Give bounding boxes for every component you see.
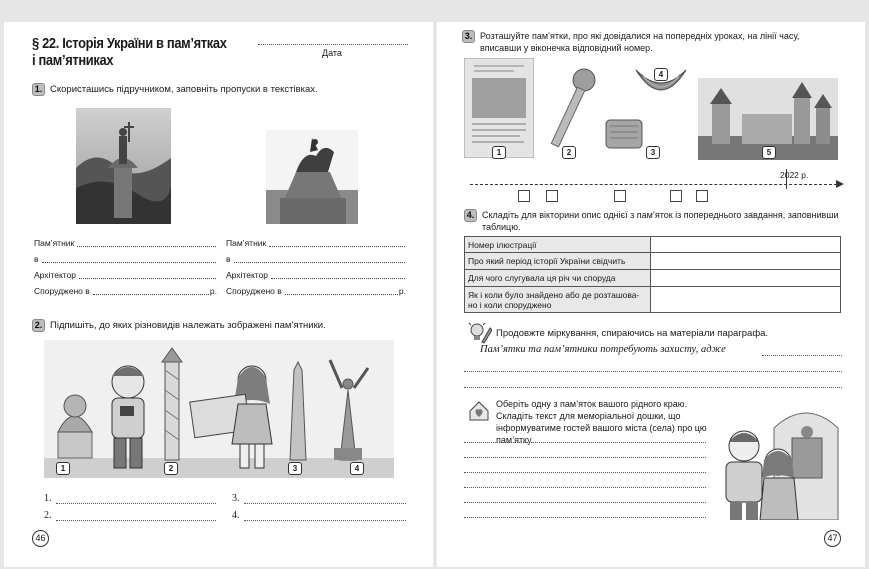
mace-photo (544, 64, 600, 154)
task3-image-number-2: 2 (562, 146, 576, 159)
fill-row-in-a[interactable]: в (34, 254, 217, 265)
answer-line-3[interactable] (244, 503, 406, 504)
book-gutter (433, 22, 437, 567)
timeline-box-4[interactable] (670, 190, 682, 202)
date-label: Дата (322, 48, 342, 58)
task3-image-number-4: 4 (654, 68, 668, 81)
think-answer-line-2[interactable] (464, 387, 842, 388)
timeline-box-5[interactable] (696, 190, 708, 202)
fill-row-monument-b[interactable]: Пам’ятник (226, 238, 406, 249)
task1-prompt (32, 83, 318, 96)
date-field[interactable] (258, 44, 408, 45)
fill-row-built-b[interactable]: Споруджено в р. (226, 286, 406, 296)
home-answer-line-5[interactable] (464, 502, 706, 503)
workbook-spread (4, 22, 865, 567)
page-number-right: 47 (824, 530, 841, 547)
think-answer-line-0[interactable] (762, 355, 842, 356)
task2-image-number-3: 3 (288, 462, 302, 475)
table-answer-cell[interactable] (651, 237, 841, 253)
description-table (464, 236, 841, 313)
answer-line-1[interactable] (56, 503, 216, 504)
task3-text: Розташуйте пам’ятки, про які довідалися на попередніх уроках, на лінії часу, вписавши у віконечка відповідний номер. (480, 31, 800, 53)
task4-badge: 4. (464, 209, 477, 222)
home-task-text: Оберіть одну з пам’яток вашого рідного краю. Складіть текст для меморіальної дошки, що інформуватиме гостей вашого міста (села) про цю пам’ятку. (496, 399, 707, 445)
task3-image-number-3: 3 (646, 146, 660, 159)
think-task-text: Продовжте міркування, спираючись на матеріали параграфа. (496, 328, 769, 339)
task3-image-number-5: 5 (762, 146, 776, 159)
home-answer-line-1[interactable] (464, 442, 706, 443)
task3-image-number-1: 1 (492, 146, 506, 159)
think-answer-line-1[interactable] (464, 371, 842, 372)
fill-row-monument-a[interactable]: Пам’ятник (34, 238, 217, 249)
answer-label-3: 3. (232, 493, 240, 504)
task1-text: Скористашись підручником, заповніть пропуски в текстівках. (50, 83, 318, 95)
home-answer-line-6[interactable] (464, 517, 706, 518)
khmelnytsky-monument-photo (266, 130, 358, 224)
children-at-memorial-illustration (716, 398, 842, 520)
task2-prompt (32, 319, 326, 332)
fill-row-in-b[interactable]: в (226, 254, 406, 265)
table-answer-cell[interactable] (651, 253, 841, 270)
page-number-left: 46 (32, 530, 49, 547)
table-row: Про який період історії України свідчить (465, 253, 841, 270)
timeline-box-1[interactable] (518, 190, 530, 202)
table-answer-cell[interactable] (651, 270, 841, 287)
monument-types-illustration (44, 340, 394, 478)
manuscript-photo (464, 58, 534, 158)
fill-row-architect-b[interactable]: Архітектор (226, 270, 406, 281)
task2-image-number-1: 1 (56, 462, 70, 475)
think-quote: Пам’ятки та пам’ятники потребують захисту, адже (480, 344, 726, 355)
table-answer-cell[interactable] (651, 287, 841, 313)
fill-row-built-a[interactable]: Споруджено в р. (34, 286, 217, 296)
home-answer-line-3[interactable] (464, 472, 706, 473)
lesson-title-line2: і пам’ятниках (32, 52, 114, 69)
task2-text: Підпишіть, до яких різновидів належать зображені пам’ятники. (50, 319, 326, 331)
task2-image-number-2: 2 (164, 462, 178, 475)
left-page (4, 22, 430, 567)
answer-label-1: 1. (44, 493, 52, 504)
task2-image-number-4: 4 (350, 462, 364, 475)
answer-label-2: 2. (44, 510, 52, 521)
volodymyr-monument-photo (76, 108, 171, 224)
table-row: Номер ілюстрації (465, 237, 841, 253)
pectoral-photo (632, 56, 690, 108)
task3-badge: 3. (462, 30, 475, 43)
task4-text: Складіть для вікторини опис однієї з пам’яток із попереднього завдання, заповнивши таблицю. (482, 210, 839, 232)
bracelet-photo (600, 112, 648, 156)
timeline-box-2[interactable] (546, 190, 558, 202)
table-row: Як і коли було знайдено або де розташова-но і коли споруджено (465, 287, 841, 313)
fill-row-architect-a[interactable]: Архітектор (34, 270, 217, 281)
home-answer-line-2[interactable] (464, 457, 706, 458)
house-heart-icon (468, 400, 490, 422)
answer-label-4: 4. (232, 510, 240, 521)
lightbulb-pencil-icon (468, 322, 492, 344)
table-row: Для чого слугувала ця річ чи споруда (465, 270, 841, 287)
timeline-arrow-icon (836, 180, 844, 188)
task2-badge: 2. (32, 319, 45, 332)
right-page (440, 22, 865, 567)
lesson-title-line1: § 22. Історія України в пам’ятках (32, 35, 227, 52)
task4-prompt (464, 209, 844, 233)
task1-badge: 1. (32, 83, 45, 96)
answer-line-2[interactable] (56, 520, 216, 521)
home-answer-line-4[interactable] (464, 487, 706, 488)
answer-line-4[interactable] (244, 520, 406, 521)
timeline-label: 2022 р. (780, 170, 809, 180)
task3-prompt (462, 30, 842, 54)
timeline-box-3[interactable] (614, 190, 626, 202)
